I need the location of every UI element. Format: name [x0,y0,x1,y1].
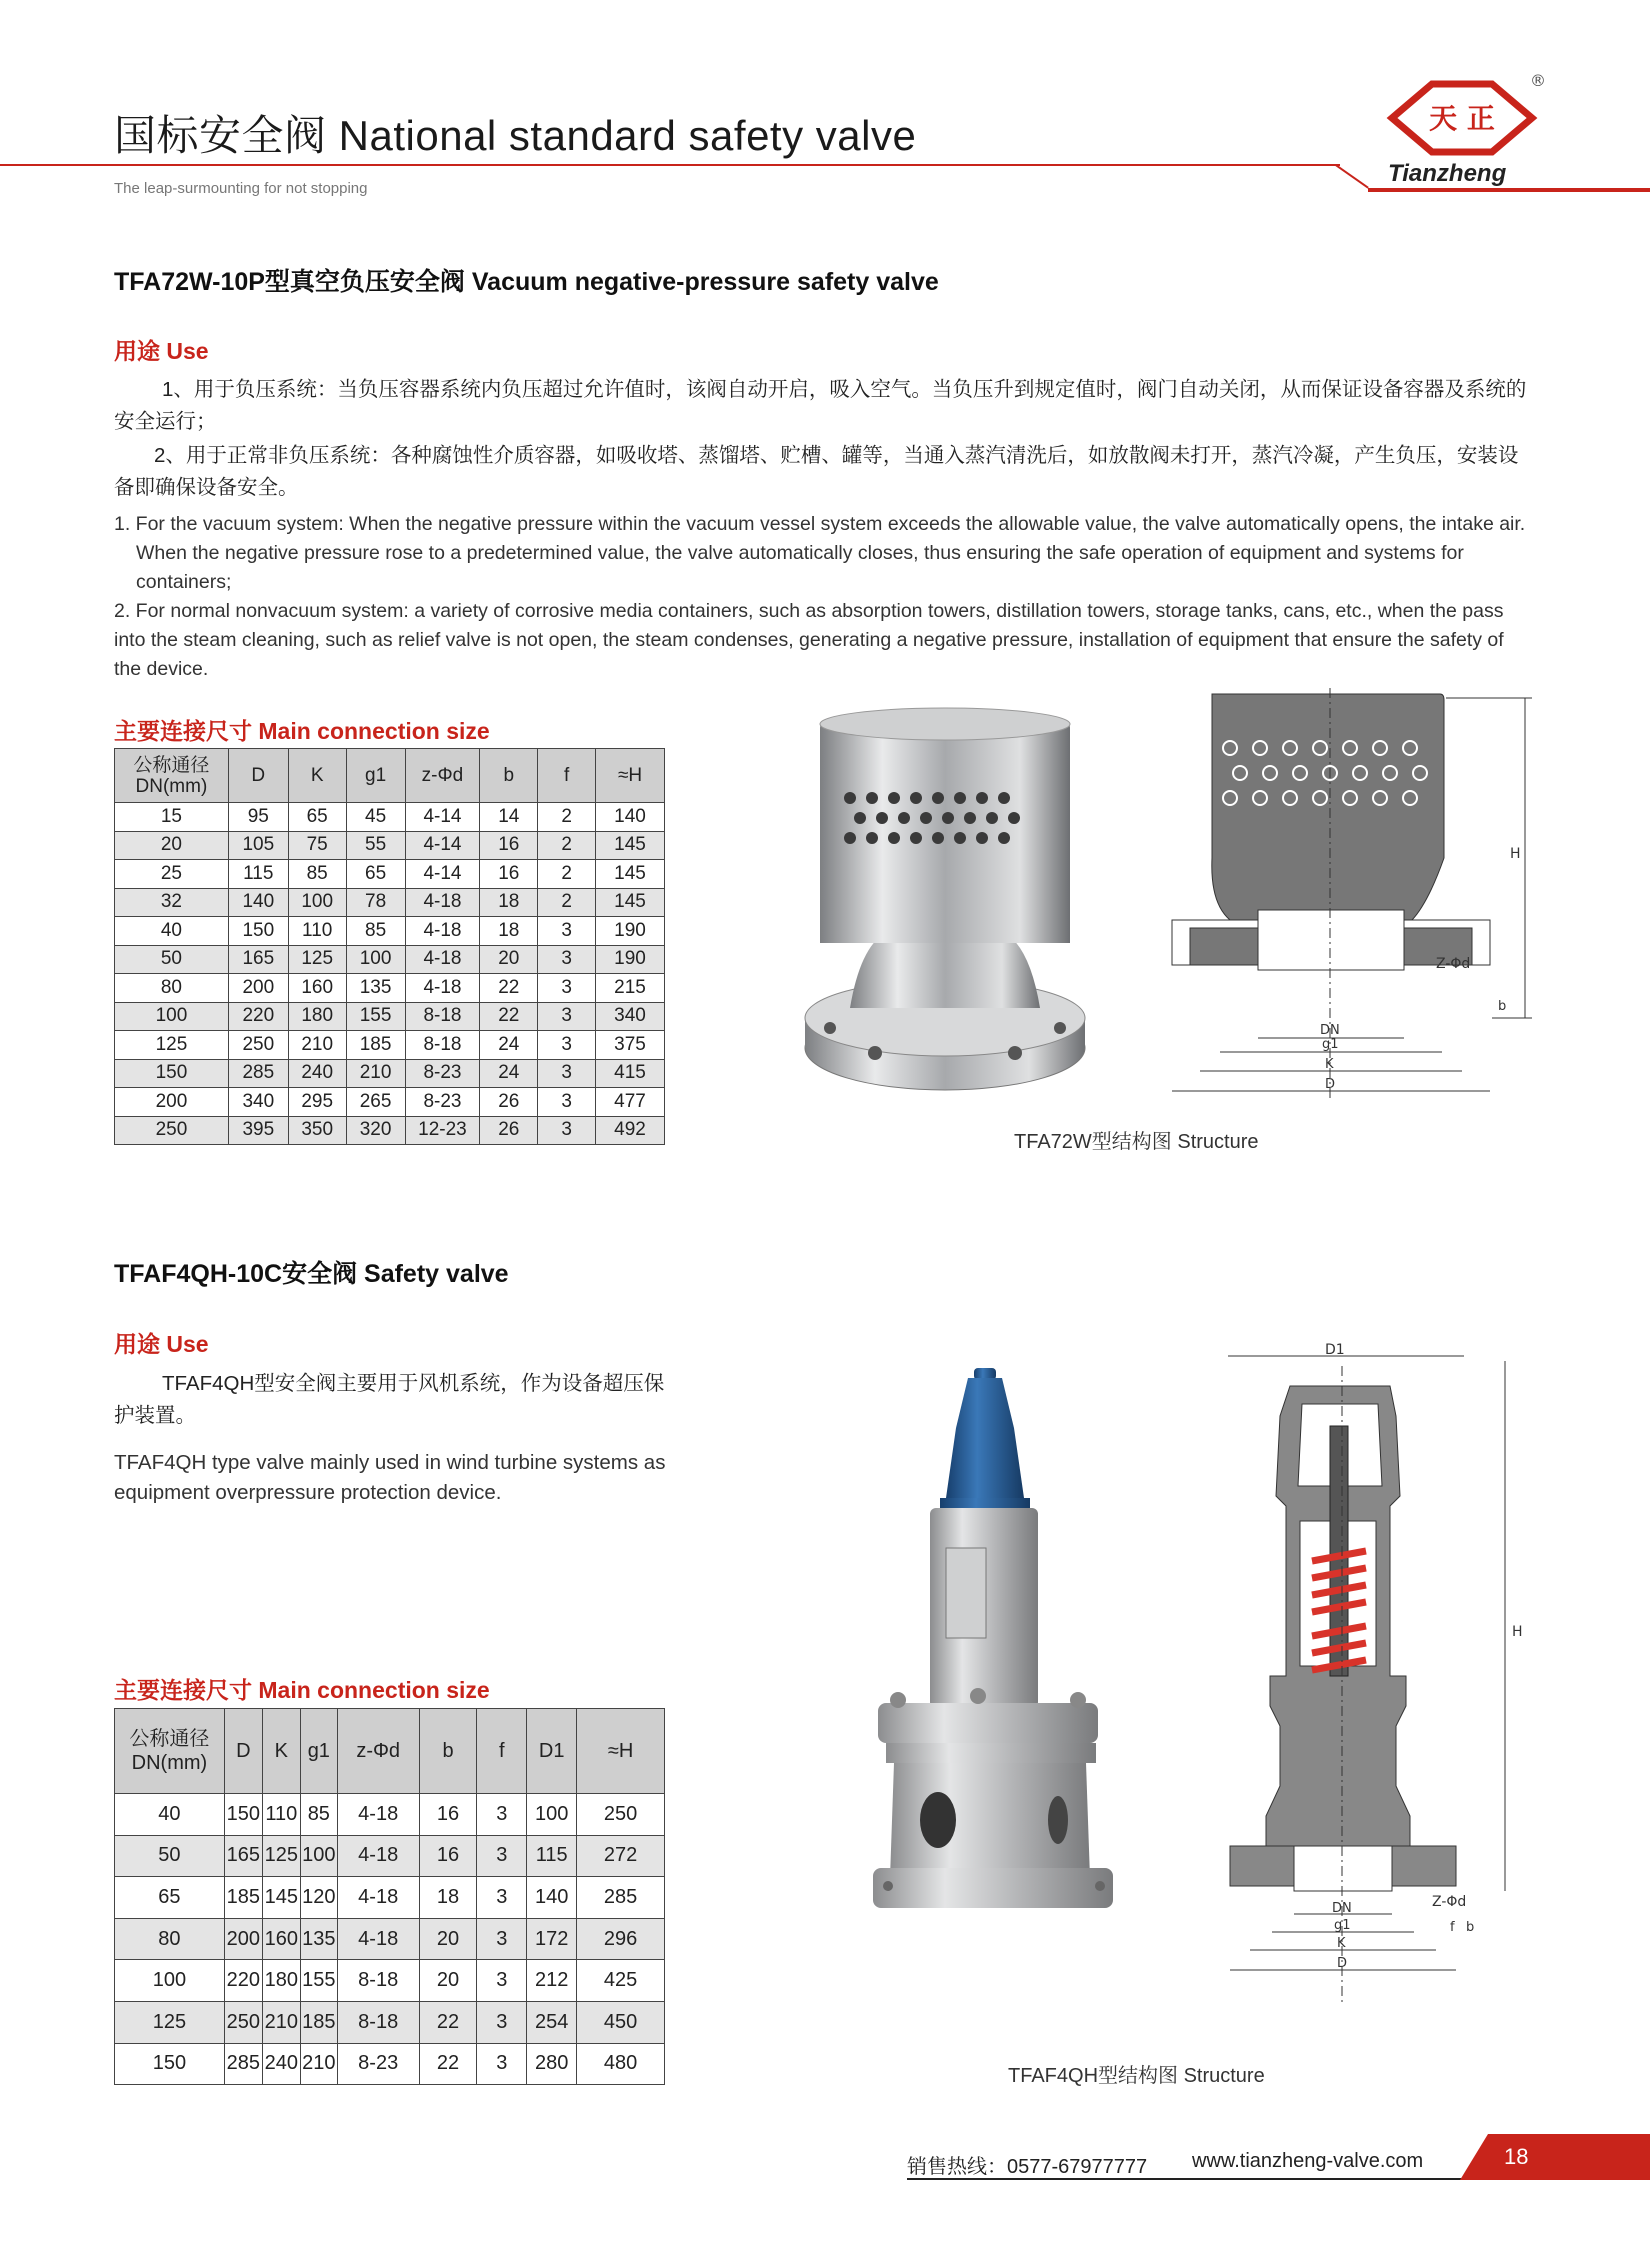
table-cell: 155 [346,1002,405,1031]
table-cell: 180 [262,1960,300,2002]
header-rule [0,164,1340,166]
table-header: D [224,1709,262,1794]
table-header: b [480,749,538,803]
table-cell: 50 [115,1835,225,1877]
table-cell: 85 [288,860,346,889]
section2-connection-title: 主要连接尺寸 Main connection size [114,1677,490,1703]
vacuum-valve-photo [790,708,1090,1108]
table-cell: 65 [346,860,405,889]
table-cell: 4-18 [337,1877,419,1919]
table-cell: 200 [115,1088,229,1117]
website-link[interactable]: www.tianzheng-valve.com [1192,2150,1424,2172]
table-cell: 190 [596,917,665,946]
table-cell: 16 [480,831,538,860]
table-cell: 16 [419,1794,477,1836]
table-cell: 200 [228,974,288,1003]
table-cell: 272 [577,1835,665,1877]
table-cell: 210 [288,1031,346,1060]
table-cell: 250 [224,2001,262,2043]
table-header: g1 [346,749,405,803]
table-cell: 80 [115,974,229,1003]
table-cell: 85 [300,1794,337,1836]
sales-hotline: 销售热线：0577-67977777 [907,2156,1148,2178]
table-cell: 8-18 [405,1002,480,1031]
table-cell: 450 [577,2001,665,2043]
label-b2: b [1466,1920,1475,1935]
label-H2: H [1512,1624,1523,1640]
table-cell: 320 [346,1116,405,1145]
table-cell: 115 [228,860,288,889]
table-cell: 3 [477,1960,527,2002]
table-cell: 65 [115,1877,225,1919]
section1-caption: TFA72W型结构图 Structure [1014,1131,1259,1153]
table-cell: 4-18 [337,1918,419,1960]
table-row [115,1116,665,1145]
label-g12: g1 [1334,1918,1351,1933]
table-cell: 150 [228,917,288,946]
table-cell: 165 [228,945,288,974]
table-header: D1 [527,1709,577,1794]
table-cell: 180 [288,1002,346,1031]
table-cell: 125 [288,945,346,974]
table-cell: 3 [538,1059,596,1088]
table-cell: 135 [346,974,405,1003]
footer-rule [907,2178,1465,2180]
table-cell: 160 [288,974,346,1003]
label-g1: g1 [1322,1037,1339,1052]
table-cell: 285 [224,2043,262,2085]
table-cell: 172 [527,1918,577,1960]
table-header: f [477,1709,527,1794]
table-cell: 3 [538,917,596,946]
table-cell: 100 [288,888,346,917]
table-cell: 8-23 [405,1059,480,1088]
table-cell: 125 [115,1031,229,1060]
table-row [115,1031,665,1060]
table-row [115,831,665,860]
label-zphid: Z-Φd [1436,956,1471,972]
table-cell: 12-23 [405,1116,480,1145]
label-zphid2: Z-Φd [1432,1894,1467,1910]
header-rule-slant [1335,164,1369,189]
section2-en-paragraph: TFAF4QH type valve mainly used in wind turbine systems as equipment overpressure protection device. [114,1451,666,1504]
label-b: b [1498,999,1507,1014]
header-rule-right [1368,188,1650,192]
table-cell: 16 [419,1835,477,1877]
label-D2: D [1337,1956,1348,1971]
table-header: 公称通径 DN(mm) [115,749,229,803]
table-cell: 55 [346,831,405,860]
table-cell: 140 [596,803,665,832]
table-cell: 150 [115,1059,229,1088]
table-cell: 8-18 [337,2001,419,2043]
table-cell: 3 [538,1116,596,1145]
table-header: ≈H [577,1709,665,1794]
table-cell: 190 [596,945,665,974]
table-header: ≈H [596,749,665,803]
table-cell: 20 [115,831,229,860]
table-cell: 100 [115,1002,229,1031]
vacuum-valve-structure-drawing [1170,688,1550,1108]
table-cell: 150 [224,1794,262,1836]
table-cell: 415 [596,1059,665,1088]
label-K: K [1325,1057,1334,1072]
table-header: D [228,749,288,803]
table-cell: 240 [288,1059,346,1088]
table-cell: 155 [300,1960,337,2002]
table-cell: 3 [477,1835,527,1877]
table-cell: 150 [115,2043,225,2085]
table-cell: 185 [224,1877,262,1919]
table-row [115,2001,665,2043]
label-D: D [1325,1077,1336,1092]
table-cell: 22 [480,974,538,1003]
table-cell: 250 [577,1794,665,1836]
table-cell: 140 [527,1877,577,1919]
table-cell: 125 [262,1835,300,1877]
table-header: K [288,749,346,803]
table-cell: 22 [419,2001,477,2043]
table-cell: 8-18 [405,1031,480,1060]
table-cell: 22 [419,2043,477,2085]
page-number: 18 [1504,2144,1529,2169]
table-cell: 32 [115,888,229,917]
table-cell: 350 [288,1116,346,1145]
table-cell: 425 [577,1960,665,2002]
registered-mark: ® [1530,71,1546,90]
table-cell: 75 [288,831,346,860]
table-cell: 24 [480,1059,538,1088]
table-cell: 26 [480,1116,538,1145]
section1-cn-paragraph-1: 1、用于负压系统：当负压容器系统内负压超过允许值时，该阀自动开启，吸入空气。当负压升到规定值时，阀门自动关闭，从而保证设备容器及系统的安全运行； [114,378,1527,433]
table-cell: 265 [346,1088,405,1117]
section2-caption: TFAF4QH型结构图 Structure [1008,2065,1265,2087]
table-cell: 4-18 [337,1835,419,1877]
page-title: 国标安全阀 National standard safety valve [114,112,917,159]
table-cell: 22 [480,1002,538,1031]
table-cell: 4-18 [405,888,480,917]
table-cell: 80 [115,1918,225,1960]
table-cell: 4-18 [405,945,480,974]
table-cell: 160 [262,1918,300,1960]
table-header: 公称通径 DN(mm) [115,1709,225,1794]
table-row [115,917,665,946]
table-cell: 296 [577,1918,665,1960]
table-row [115,803,665,832]
table-cell: 210 [346,1059,405,1088]
table-row [115,1002,665,1031]
label-f2: f [1450,1920,1455,1935]
table-cell: 24 [480,1031,538,1060]
table-cell: 2 [538,860,596,889]
table-cell: 100 [300,1835,337,1877]
table-cell: 3 [477,1877,527,1919]
table-cell: 2 [538,888,596,917]
table-cell: 18 [419,1877,477,1919]
table-cell: 492 [596,1116,665,1145]
label-D1: D1 [1325,1342,1345,1358]
table-row [115,1794,665,1836]
table-cell: 14 [480,803,538,832]
table-cell: 3 [538,945,596,974]
table-header: z-Φd [405,749,480,803]
table-header: z-Φd [337,1709,419,1794]
table-row [115,1088,665,1117]
table-cell: 477 [596,1088,665,1117]
table-row [115,888,665,917]
section2-use-title: 用途 Use [114,1331,209,1357]
table-row [115,945,665,974]
page-number-tab [1460,2134,1650,2180]
table-cell: 210 [300,2043,337,2085]
table-cell: 115 [527,1835,577,1877]
safety-valve-photo [868,1358,1118,1958]
table-cell: 250 [228,1031,288,1060]
table-cell: 8-23 [337,2043,419,2085]
section1-connection-title: 主要连接尺寸 Main connection size [114,718,490,744]
table-cell: 2 [538,803,596,832]
table-cell: 95 [228,803,288,832]
table-cell: 212 [527,1960,577,2002]
table-cell: 3 [477,2043,527,2085]
table-header: f [538,749,596,803]
table-row [115,1877,665,1919]
table-cell: 15 [115,803,229,832]
table-cell: 145 [262,1877,300,1919]
table-cell: 185 [346,1031,405,1060]
table-cell: 18 [480,888,538,917]
table-cell: 25 [115,860,229,889]
table-cell: 50 [115,945,229,974]
table-cell: 78 [346,888,405,917]
table-cell: 480 [577,2043,665,2085]
table-cell: 135 [300,1918,337,1960]
label-K2: K [1337,1936,1346,1951]
label-H: H [1510,846,1521,862]
table-cell: 40 [115,917,229,946]
table-cell: 140 [228,888,288,917]
table-cell: 145 [596,831,665,860]
table-row [115,1059,665,1088]
section2-title: TFAF4QH-10C安全阀 Safety valve [114,1260,509,1288]
table-cell: 65 [288,803,346,832]
table-cell: 110 [288,917,346,946]
tagline: The leap-surmounting for not stopping [114,180,368,197]
table-cell: 215 [596,974,665,1003]
table-cell: 2 [538,831,596,860]
section1-en-paragraph-1: 1. For the vacuum system: When the negative pressure within the vacuum vessel system exceeds the allowable value, the valve automatically opens, the intake air. When the negative pressure rose to a predetermined value, the valve automatically closes, thus ensuring the safe operation of equipment and systems for containers; [114,513,1526,593]
table-cell: 165 [224,1835,262,1877]
table-header: g1 [300,1709,337,1794]
table-cell: 3 [538,1002,596,1031]
table-cell: 120 [300,1877,337,1919]
table-cell: 3 [477,1918,527,1960]
table-cell: 285 [228,1059,288,1088]
table-cell: 3 [538,1088,596,1117]
table-cell: 8-23 [405,1088,480,1117]
table-cell: 45 [346,803,405,832]
logo-chars: 天 正 [1429,102,1495,135]
table-cell: 3 [477,1794,527,1836]
table-cell: 85 [346,917,405,946]
table-cell: 100 [527,1794,577,1836]
table-cell: 4-14 [405,860,480,889]
table-header: b [419,1709,477,1794]
table-cell: 340 [228,1088,288,1117]
table-cell: 220 [224,1960,262,2002]
safety-valve-structure-drawing [1210,1342,1540,2006]
brand-name: Tianzheng [1388,160,1507,187]
table-cell: 375 [596,1031,665,1060]
section1-cn-paragraph-2: 2、用于正常非负压系统：各种腐蚀性介质容器，如吸收塔、蒸馏塔、贮槽、罐等，当通入蒸汽清洗后，如放散阀未打开，蒸汽冷凝，产生负压，安装设备即确保设备安全。 [114,444,1519,499]
table-cell: 4-18 [405,917,480,946]
table-cell: 3 [538,974,596,1003]
table-cell: 240 [262,2043,300,2085]
table-cell: 220 [228,1002,288,1031]
section2-cn-paragraph: TFAF4QH型安全阀主要用于风机系统，作为设备超压保护装置。 [114,1372,665,1427]
table-cell: 3 [538,1031,596,1060]
table-cell: 100 [115,1960,225,2002]
table-cell: 20 [419,1960,477,2002]
table-row [115,2043,665,2085]
table-cell: 18 [480,917,538,946]
table-cell: 20 [480,945,538,974]
table-cell: 3 [477,2001,527,2043]
table-row [115,1960,665,2002]
section1-size-table [114,748,665,1145]
section1-en-paragraph-2: 2. For normal nonvacuum system: a variety of corrosive media containers, such as absorption towers, distillation towers, storage tanks, cans, etc., when the pass into the steam cleaning, such as relief valve is not open, the steam condenses, generating a negative pressure, installation of equipment that ensure the safety of the device. [114,600,1504,680]
table-cell: 145 [596,888,665,917]
table-cell: 295 [288,1088,346,1117]
table-cell: 100 [346,945,405,974]
label-DN: DN [1320,1023,1340,1038]
table-cell: 4-14 [405,831,480,860]
table-cell: 340 [596,1002,665,1031]
label-DN2: DN [1332,1901,1352,1916]
table-cell: 105 [228,831,288,860]
table-row [115,1918,665,1960]
table-cell: 16 [480,860,538,889]
table-cell: 125 [115,2001,225,2043]
section1-title: TFA72W-10P型真空负压安全阀 Vacuum negative-pressure safety valve [114,268,939,296]
table-cell: 210 [262,2001,300,2043]
table-cell: 395 [228,1116,288,1145]
table-cell: 250 [115,1116,229,1145]
table-cell: 110 [262,1794,300,1836]
table-cell: 4-14 [405,803,480,832]
section1-use-title: 用途 Use [114,338,209,364]
table-cell: 285 [577,1877,665,1919]
table-cell: 8-18 [337,1960,419,2002]
table-cell: 200 [224,1918,262,1960]
table-row [115,1835,665,1877]
table-cell: 254 [527,2001,577,2043]
table-row [115,974,665,1003]
table-header: K [262,1709,300,1794]
table-row [115,860,665,889]
table-cell: 185 [300,2001,337,2043]
table-cell: 20 [419,1918,477,1960]
table-cell: 4-18 [405,974,480,1003]
table-cell: 40 [115,1794,225,1836]
table-cell: 280 [527,2043,577,2085]
table-cell: 4-18 [337,1794,419,1836]
table-cell: 145 [596,860,665,889]
table-cell: 26 [480,1088,538,1117]
section2-size-table [114,1708,665,2085]
